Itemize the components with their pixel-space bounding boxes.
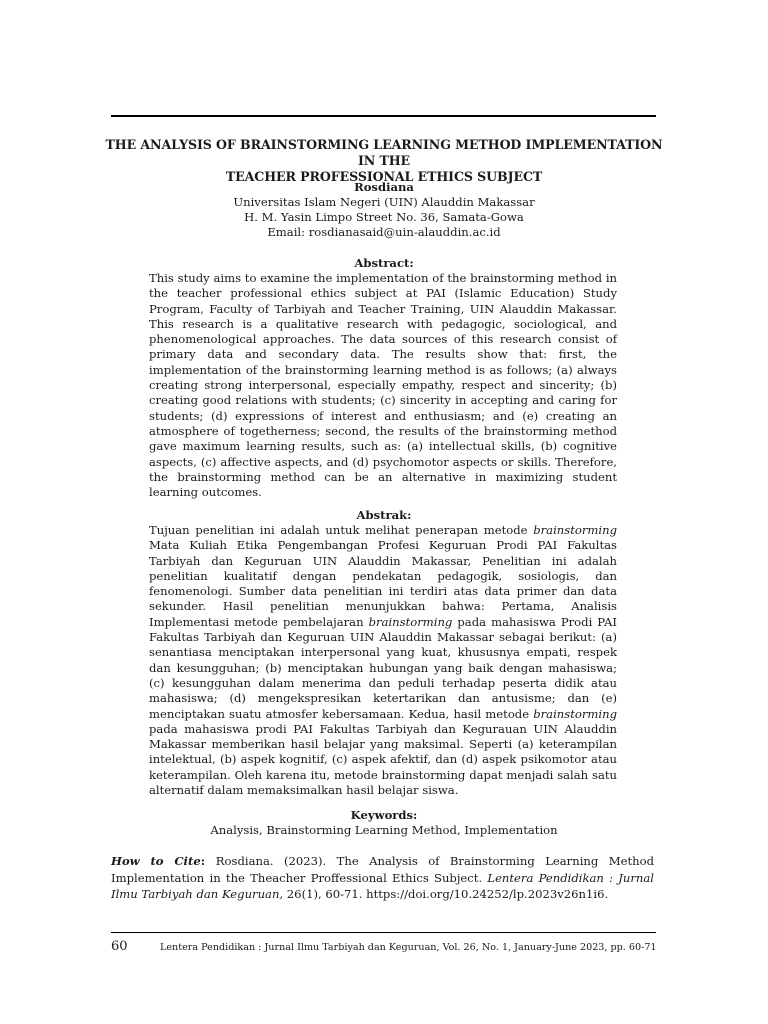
abstract-heading: Abstract: <box>354 256 414 270</box>
author-affiliation: Universitas Islam Negeri (UIN) Alauddin Makassar <box>233 195 535 209</box>
header-rule <box>111 115 656 117</box>
cite-colon: : <box>200 854 216 868</box>
page-number: 60 <box>111 939 128 954</box>
how-to-cite <box>111 853 654 903</box>
abstrak-heading: Abstrak: <box>356 508 412 522</box>
abstrak-text-2: Mata Kuliah Etika Pengembangan Profesi Keguruan Prodi PAI Fakultas Tarbiyah dan Keguruan UIN Alauddin Makassar, Penelitian ini adalah penelitian kualitatif dengan pendekatan pedagogik, sosiologis, dan fenomenologi. Sumber data penelitian ini terdiri atas data primer dan data sekunder. Hasil penelitian menunjukkan bahwa: Pertama, Analisis Implementasi metode pembelajaran <box>149 538 617 629</box>
footer-rule <box>111 932 656 933</box>
author-name: Rosdiana <box>354 180 414 194</box>
keywords-heading: Keywords: <box>350 808 418 822</box>
cite-label: How to Cite <box>111 854 201 868</box>
author-block <box>100 180 668 240</box>
abstrak-term-3: brainstorming <box>533 706 617 721</box>
author-address: H. M. Yasin Limpo Street No. 36, Samata-Gowa <box>244 210 524 224</box>
title-line-1: THE ANALYSIS OF BRAINSTORMING LEARNING METHOD IMPLEMENTATION IN THE <box>105 137 663 168</box>
abstrak-term-1: brainstorming <box>533 523 617 537</box>
author-email[interactable]: Email: rosdianasaid@uin-alauddin.ac.id <box>267 225 501 239</box>
running-footer: Lentera Pendidikan : Jurnal Ilmu Tarbiyah dan Keguruan, Vol. 26, No. 1, January-June 2023, pp. 60-71 <box>160 942 657 953</box>
abstract-body: This study aims to examine the implementation of the brainstorming method in the teacher professional ethics subject at PAI (Islamic Education) Study Program, Faculty of Tarbiyah and Teacher Training, UIN Alauddin Makassar. This research is a qualitative research with pedagogic, sociological, and phenomenological approaches. The data sources of this research consist of primary data and secondary data. The results show that: first, the implementation of the brainstorming learning method is as follows; (a) always creating strong interpersonal, especially empathy, respect and sincerity; (b) creating good relations with students; (c) sincerity in accepting and caring for students; (d) expressions of interest and enthusiasm; and (e) creating an atmosphere of togetherness; second, the results of the brainstorming method gave maximum learning results, such as: (a) intellectual skills, (b) cognitive aspects, (c) affective aspects, and (d) psychomotor aspects or skills. Therefore, the brainstorming method can be an alternative in maximizing student learning outcomes. <box>149 271 617 500</box>
cite-journal: Lentera Pendidikan : Jurnal Ilmu Tarbiyah dan Keguruan, <box>111 870 654 901</box>
keywords-list: Analysis, Brainstorming Learning Method, Implementation <box>210 823 558 837</box>
abstrak-text-1: Tujuan penelitian ini adalah untuk melihat penerapan metode <box>149 523 534 537</box>
abstrak-body <box>149 523 617 798</box>
abstrak-text-3: pada mahasiswa Prodi PAI Fakultas Tarbiyah dan Keguruan UIN Alauddin Makassar sebagai berikut: (a) senantiasa menciptakan interpersonal yang kuat, khususnya empati, respek dan kesungguhan; (b) menciptakan hubungan yang baik dengan mahasiswa; (c) kesungguhan dalam menerima dan peduli terhadap peserta didik atau mahasiswa; (d) mengekspresikan ketertarikan dan antusisme; dan (e) menciptakan suatu atmosfer kebersamaan. Kedua, hasil metode <box>149 614 617 721</box>
abstrak-text-4: pada mahasiswa prodi PAI Fakultas Tarbiyah dan Kegurauan UIN Alauddin Makassar memberikan hasil belajar yang maksimal. Seperti (a) keterampilan intelektual, (b) aspek kognitif, (c) aspek afektif, dan (d) aspek psikomotor atau keterampilan. Oleh karena itu, metode brainstorming dapat menjadi salah satu alternatif dalam memaksimalkan hasil belajar siswa. <box>149 721 617 798</box>
title-line-2: TEACHER PROFESSIONAL ETHICS SUBJECT <box>225 169 543 184</box>
cite-text-2[interactable]: 26(1), 60-71. https://doi.org/10.24252/lp.2023v26n1i6. <box>283 887 609 901</box>
abstrak-term-2: brainstorming <box>368 614 453 629</box>
paper-title <box>100 137 668 185</box>
cite-text-1: Rosdiana. (2023). The Analysis of Brainstorming Learning Method Implementation in the Theacher Proffessional Ethics Subject. <box>111 854 654 885</box>
